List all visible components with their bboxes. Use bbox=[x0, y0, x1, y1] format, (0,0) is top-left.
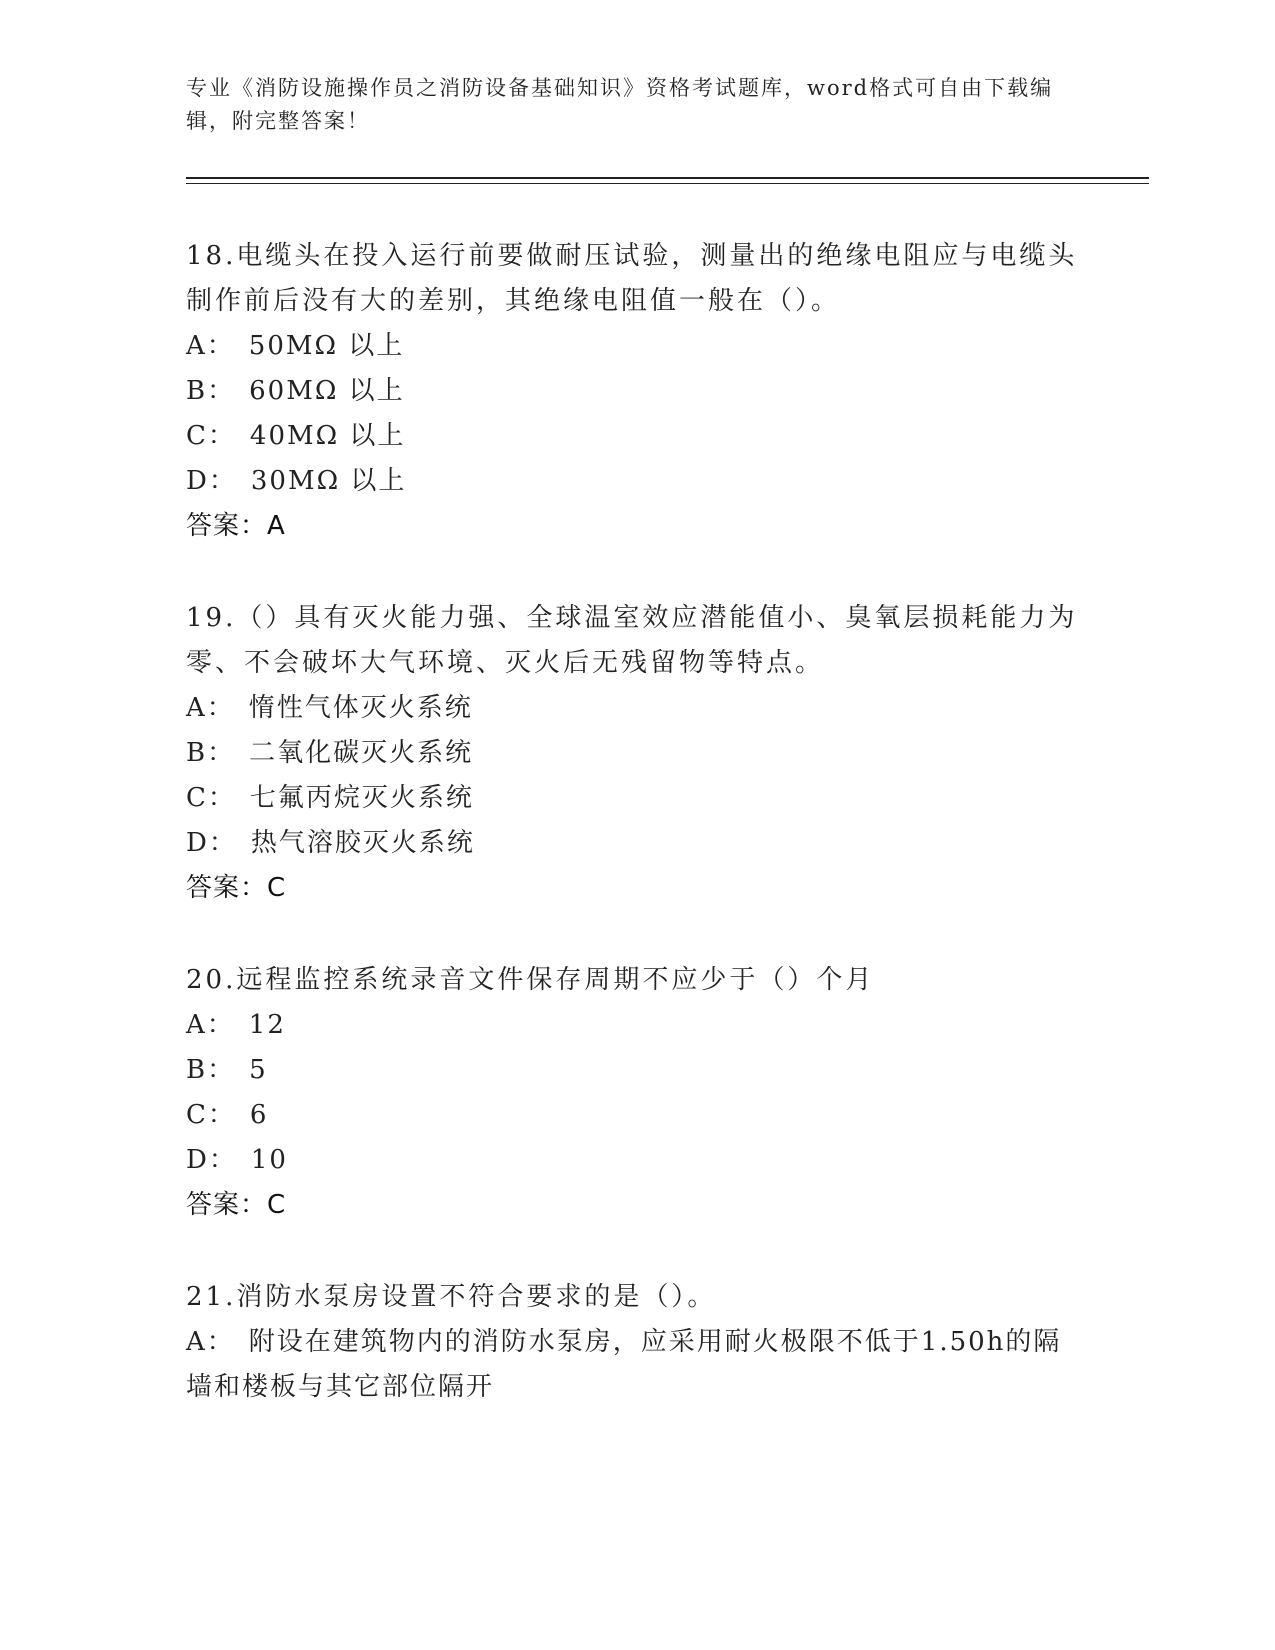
option-d bbox=[186, 821, 1086, 866]
question-text: 19.（）具有灭火能力强、全球温室效应潜能值小、臭氧层损耗能力为零、不会破坏大气环境、灭火后无残留物等特点。 bbox=[186, 603, 1078, 678]
option-letter: C： bbox=[186, 783, 236, 813]
question-spacer bbox=[186, 911, 1086, 958]
question-spacer bbox=[186, 1228, 1086, 1275]
option-b bbox=[186, 1048, 1086, 1093]
question-21 bbox=[186, 1275, 1086, 1410]
option-b bbox=[186, 369, 1086, 414]
option-a bbox=[186, 1003, 1086, 1048]
question-18 bbox=[186, 234, 1086, 549]
option-text: 热气溶胶灭火系统 bbox=[250, 828, 475, 858]
option-letter: D： bbox=[186, 1145, 237, 1175]
option-d bbox=[186, 1138, 1086, 1183]
option-letter: D： bbox=[186, 828, 237, 858]
answer-line: 答案：C bbox=[186, 1190, 287, 1220]
question-list bbox=[186, 234, 1086, 1410]
question-text: 21.消防水泵房设置不符合要求的是（）。 bbox=[186, 1282, 717, 1312]
option-text: 二氧化碳灭火系统 bbox=[249, 738, 474, 768]
option-text: 12 bbox=[248, 1010, 286, 1040]
option-text: 40MΩ 以上 bbox=[249, 421, 406, 451]
option-letter: C： bbox=[186, 1100, 236, 1130]
option-c bbox=[186, 1093, 1086, 1138]
answer-line: 答案：C bbox=[186, 873, 287, 903]
option-letter: A： bbox=[186, 693, 235, 723]
option-d bbox=[186, 459, 1086, 504]
option-a bbox=[186, 686, 1086, 731]
header-divider-thick bbox=[186, 177, 1149, 179]
option-text: 10 bbox=[250, 1145, 288, 1175]
option-b bbox=[186, 731, 1086, 776]
option-text: 50MΩ 以上 bbox=[248, 331, 405, 361]
option-letter: A： bbox=[186, 1327, 235, 1357]
question-20 bbox=[186, 958, 1086, 1228]
option-text: 附设在建筑物内的消防水泵房，应采用耐火极限不低于1.50h的隔墙和楼板与其它部位隔开 bbox=[186, 1327, 1062, 1402]
question-19 bbox=[186, 596, 1086, 911]
option-c bbox=[186, 776, 1086, 821]
option-text: 60MΩ 以上 bbox=[249, 376, 405, 406]
option-letter: B： bbox=[186, 1055, 236, 1085]
header-divider-thin bbox=[186, 183, 1149, 184]
question-spacer bbox=[186, 549, 1086, 596]
option-letter: B： bbox=[186, 738, 236, 768]
answer-line: 答案：A bbox=[186, 511, 286, 541]
option-letter: B： bbox=[186, 376, 236, 406]
option-text: 七氟丙烷灭火系统 bbox=[249, 783, 474, 813]
option-c bbox=[186, 414, 1086, 459]
option-letter: C： bbox=[186, 421, 236, 451]
option-text: 6 bbox=[249, 1100, 269, 1130]
option-a bbox=[186, 324, 1086, 369]
option-text: 30MΩ 以上 bbox=[250, 466, 407, 496]
question-text: 18.电缆头在投入运行前要做耐压试验，测量出的绝缘电阻应与电缆头制作前后没有大的差别，其绝缘电阻值一般在（）。 bbox=[186, 241, 1078, 316]
option-text: 5 bbox=[249, 1055, 268, 1085]
option-letter: D： bbox=[186, 466, 237, 496]
option-text: 惰性气体灭火系统 bbox=[248, 693, 473, 723]
option-letter: A： bbox=[186, 331, 235, 361]
option-letter: A： bbox=[186, 1010, 235, 1040]
option-a bbox=[186, 1320, 1086, 1410]
document-header: 专业《消防设施操作员之消防设备基础知识》资格考试题库，word格式可自由下载编辑，附完整答案！ bbox=[186, 76, 1054, 133]
question-text: 20.远程监控系统录音文件保存周期不应少于（）个月 bbox=[186, 965, 875, 995]
